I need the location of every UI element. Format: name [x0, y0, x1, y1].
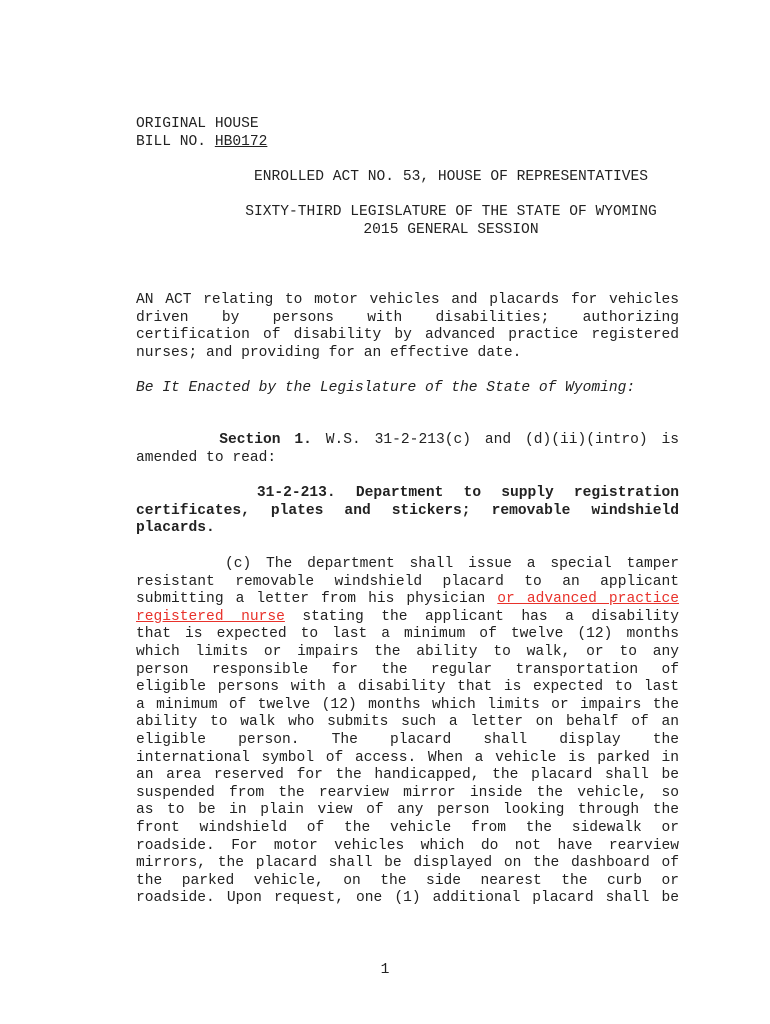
body-line: international symbol of access. When a vehicle is parked in — [136, 749, 679, 766]
body-line: as to be in plain view of any person looking through the — [136, 802, 679, 819]
inserted-text: registered nurse — [136, 608, 285, 625]
enacting-clause: Be It Enacted by the Legislature of the State of Wyoming: — [136, 380, 636, 396]
title-line: certification of disability by advanced practice registered — [136, 327, 679, 344]
body-line: eligible persons with a disability that is expected to last — [136, 679, 679, 696]
body-line: that is expected to last a minimum of twelve (12) months — [136, 626, 679, 643]
title-line: nurses; and providing for an effective date. — [136, 344, 522, 361]
body-line: a minimum of twelve (12) months which limits or impairs the — [136, 696, 679, 713]
session-line: 2015 GENERAL SESSION — [363, 221, 539, 238]
body-line: registered nurse stating the applicant has a disability — [136, 608, 679, 625]
legislature-line: SIXTY-THIRD LEGISLATURE OF THE STATE OF WYOMING — [245, 204, 657, 220]
statute-heading — [136, 485, 679, 538]
body-line: submitting a letter from his physician or advanced practice — [136, 591, 679, 608]
bill-header — [136, 116, 679, 151]
legislature-heading — [136, 204, 766, 239]
act-title — [136, 292, 679, 362]
body-line: which limits or impairs the ability to walk, or to any — [136, 643, 679, 660]
body-line: front windshield of the vehicle from the sidewalk or — [136, 819, 679, 836]
body-line: (c) The department shall issue a special tamper — [224, 556, 679, 572]
body-line: an area reserved for the handicapped, the placard shall be — [136, 767, 679, 784]
title-line: AN ACT relating to motor vehicles and placards for vehicles — [136, 292, 679, 308]
section-1-label: Section 1. — [219, 432, 312, 448]
heading-line: placards. — [136, 520, 215, 537]
body-line: roadside. For motor vehicles which do not have rearview — [136, 837, 679, 854]
body-line: ability to walk who submits such a letter on behalf of an — [136, 714, 679, 731]
body-line: mirrors, the placard shall be displayed on the dashboard of — [136, 855, 679, 872]
heading-line: certificates, plates and stickers; removable windshield — [136, 502, 679, 519]
heading-line: 31-2-213. Department to supply registration — [256, 485, 679, 501]
section-1-line: amended to read: — [136, 449, 277, 466]
subsection-c — [136, 556, 679, 908]
bill-number-line: BILL NO. HB0172 — [136, 133, 268, 150]
body-line: person responsible for the regular transportation of — [136, 661, 679, 678]
inserted-text: or advanced practice — [497, 591, 679, 608]
bill-number: HB0172 — [214, 133, 268, 150]
body-line: roadside. Upon request, one (1) additional placard shall be — [136, 890, 679, 907]
page-number: 1 — [380, 962, 390, 978]
original-house-label: ORIGINAL HOUSE — [136, 116, 259, 132]
title-line: driven by persons with disabilities; authorizing — [136, 309, 679, 326]
body-line: resistant removable windshield placard to an applicant — [136, 573, 679, 590]
section-1 — [136, 432, 679, 467]
body-line: the parked vehicle, on the side nearest the curb or — [136, 872, 679, 889]
enrolled-act-line: ENROLLED ACT NO. 53, HOUSE OF REPRESENTATIVES — [253, 169, 649, 185]
body-line: suspended from the rearview mirror inside the vehicle, so — [136, 784, 679, 801]
section-1-line: Section 1. W.S. 31-2-213(c) and (d)(ii)(intro) is — [219, 432, 679, 448]
body-line: eligible person. The placard shall display the — [136, 731, 679, 748]
